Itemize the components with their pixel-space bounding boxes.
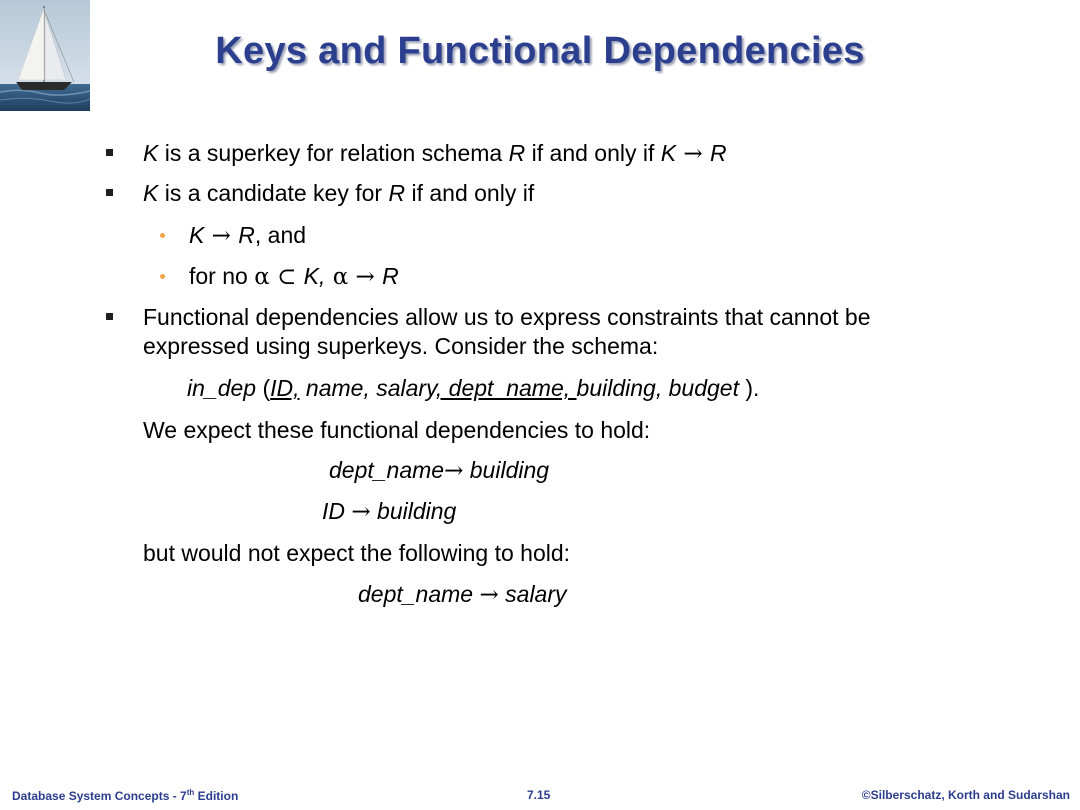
- round-bullet-icon: [160, 274, 165, 279]
- footer-page-number: 7.15: [527, 788, 551, 802]
- fd-dept-salary: dept_name → salary: [358, 581, 567, 608]
- subbullet-no-proper-subset: for no α ⊂ K, α → R: [189, 263, 399, 290]
- square-bullet-icon: [106, 149, 113, 156]
- fd-id-building: ID → building: [322, 498, 457, 525]
- fd-dept-building: dept_name→ building: [329, 457, 550, 484]
- bullet-fd-line-1: Functional dependencies allow us to express constraints that cannot be: [143, 304, 871, 330]
- schema-definition: in_dep (ID, name, salary, dept_name, building, budget ).: [187, 375, 760, 401]
- round-bullet-icon: [160, 233, 165, 238]
- footer-book-title: Database System Concepts - 7th Edition: [12, 788, 239, 803]
- square-bullet-icon: [106, 313, 113, 320]
- footer-copyright: ©Silberschatz, Korth and Sudarshan: [861, 788, 1070, 802]
- expect-text: We expect these functional dependencies to hold:: [143, 417, 651, 443]
- bullet-superkey: K is a superkey for relation schema R if and only if K → R: [143, 140, 727, 167]
- square-bullet-icon: [106, 189, 113, 196]
- not-expect-text: but would not expect the following to hold:: [143, 540, 571, 566]
- bullet-fd-line-2: expressed using superkeys. Consider the schema:: [143, 333, 659, 359]
- bullet-candidate-key: K is a candidate key for R if and only if: [143, 180, 535, 206]
- subbullet-k-determines-r: K → R, and: [189, 222, 307, 249]
- slide-title: Keys and Functional Dependencies: [215, 30, 865, 72]
